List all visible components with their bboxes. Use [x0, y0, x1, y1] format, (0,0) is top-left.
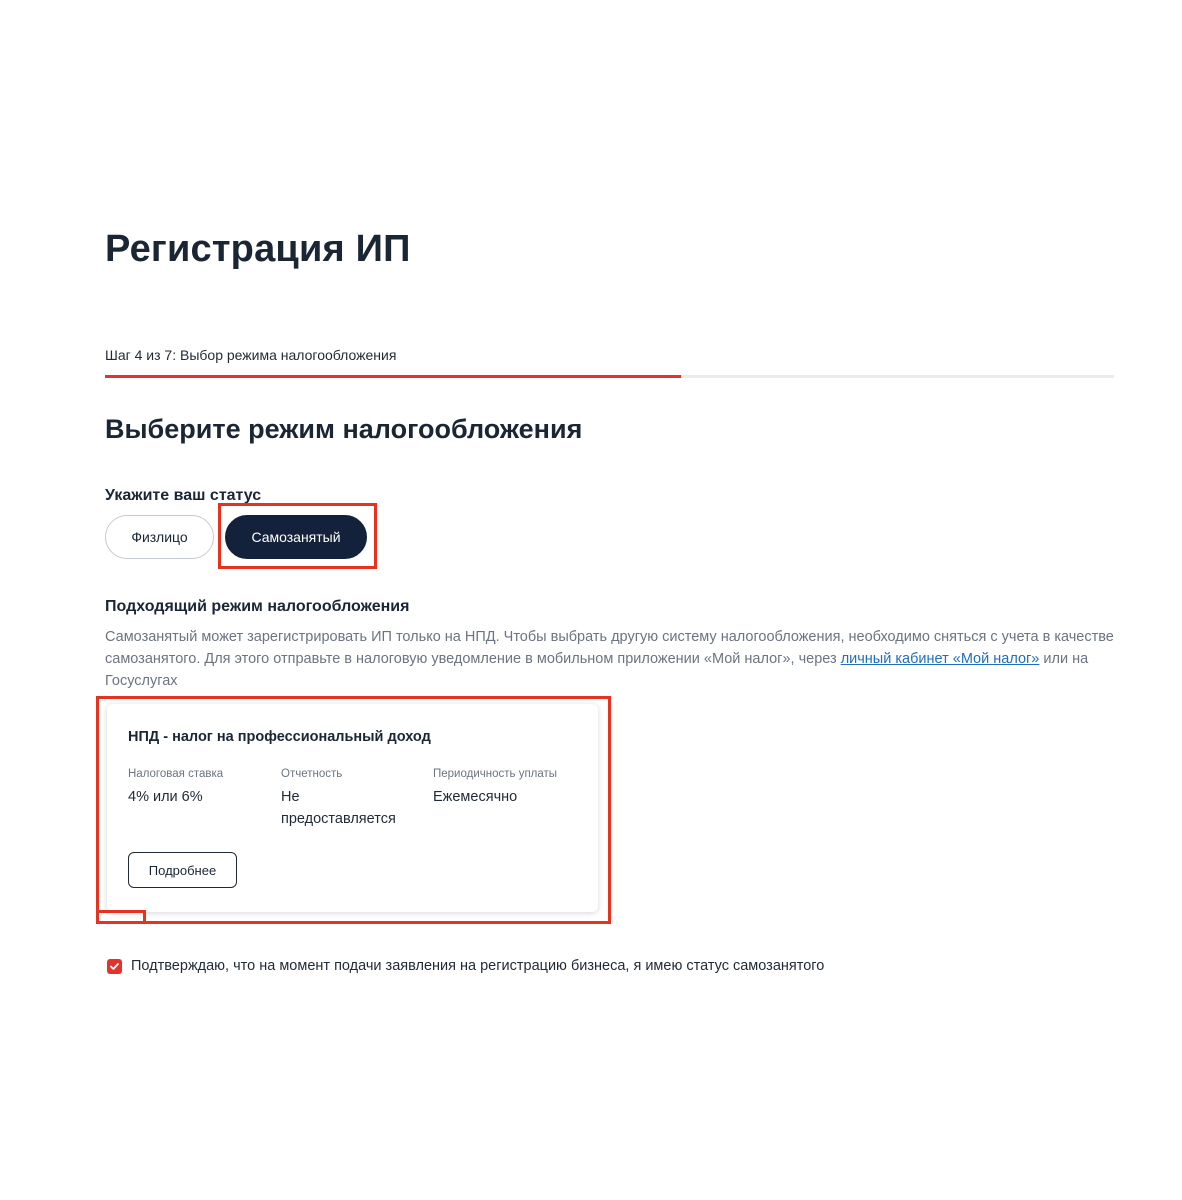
reporting-value: Не предоставляется	[281, 789, 396, 827]
tax-rate-value: 4% или 6%	[128, 789, 203, 805]
payment-frequency-caption: Периодичность уплаты	[433, 768, 558, 780]
status-label: Укажите ваш статус	[105, 487, 262, 504]
step-indicator: Шаг 4 из 7: Выбор режима налогообложения	[105, 347, 397, 363]
confirm-row	[107, 958, 824, 974]
status-option-samozanyaty[interactable]: Самозанятый	[225, 515, 367, 559]
my-tax-cabinet-link[interactable]: личный кабинет «Мой налог»	[840, 651, 1040, 667]
reporting-caption: Отчетность	[281, 768, 343, 780]
tax-regime-card	[107, 704, 598, 912]
checkmark-icon	[109, 961, 120, 972]
progress-bar-fill	[105, 375, 681, 378]
tax-rate-column	[128, 768, 268, 808]
tax-rate-caption: Налоговая ставка	[128, 768, 224, 780]
section-title: Выберите режим налогообложения	[105, 414, 583, 444]
card-title: НПД - налог на профессиональный доход	[128, 729, 431, 745]
regime-description	[105, 626, 1115, 692]
regime-description-tail: или на Госуслугах	[105, 651, 1089, 689]
confirm-checkbox[interactable]	[107, 959, 122, 974]
more-details-button[interactable]: Подробнее	[128, 852, 237, 888]
progress-bar	[105, 375, 1114, 378]
status-option-fizlico[interactable]: Физлицо	[105, 515, 214, 559]
regime-title: Подходящий режим налогообложения	[105, 598, 410, 615]
highlight-frame-small	[96, 910, 146, 924]
confirm-label: Подтверждаю, что на момент подачи заявления на регистрацию бизнеса, я имею статус самозанятого	[131, 958, 825, 974]
payment-frequency-column	[433, 768, 573, 808]
regime-description-text: Самозанятый может зарегистрировать ИП только на НПД. Чтобы выбрать другую систему налогообложения, необходимо сняться с учета в качестве самозанятого. Для этого отправьте в налоговую уведомление в мобильном приложении «Мой налог», через	[105, 629, 1114, 667]
reporting-column	[281, 768, 421, 830]
page-title: Регистрация ИП	[105, 228, 411, 270]
payment-frequency-value: Ежемесячно	[433, 789, 518, 805]
